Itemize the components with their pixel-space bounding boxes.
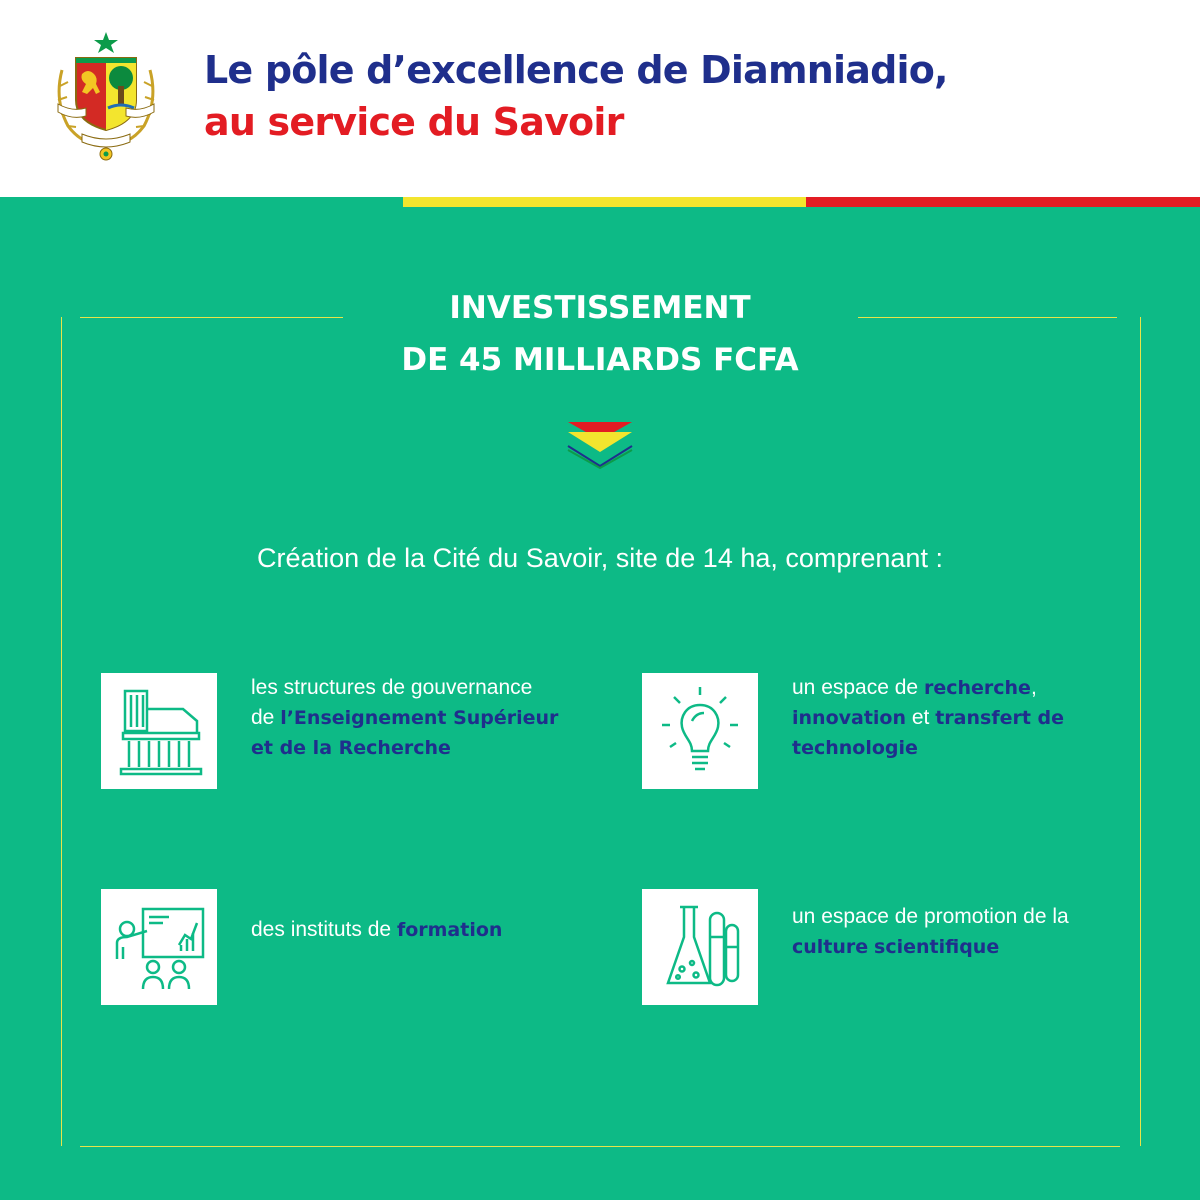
frame-left — [61, 317, 62, 1146]
feature-text — [251, 673, 561, 763]
feature-text-line — [368, 918, 503, 941]
feature-text — [792, 902, 1102, 962]
title-line-1: Le pôle d’excellence de Diamniadio, — [204, 48, 948, 92]
senegal-coat-of-arms-emblem — [52, 30, 160, 162]
feature-text-line — [912, 706, 1064, 729]
feature-text-connector: de — [367, 918, 397, 941]
feature-text — [792, 673, 1102, 763]
frame-right — [1140, 317, 1141, 1146]
feature-text-line: gouvernance de — [251, 676, 533, 729]
flag-stripe-green — [0, 197, 403, 207]
feature-text-highlight: l’Enseignement Supérieur — [280, 707, 559, 729]
feature-text-highlight: transfert de — [935, 707, 1065, 729]
lightbulb-icon — [650, 681, 750, 781]
lab-flask-icon — [650, 897, 750, 997]
header-bar — [0, 0, 1200, 197]
lab-flask-icon-box — [642, 889, 758, 1005]
flag-stripe-red — [806, 197, 1200, 207]
feature-text-connector: promotion de la — [923, 905, 1069, 928]
feature-text-highlight: innovation — [792, 707, 906, 729]
feature-text-separator: , — [1030, 676, 1037, 699]
page-title — [204, 44, 948, 148]
feature-text-line: des instituts — [251, 918, 362, 941]
building-icon — [109, 681, 209, 781]
investment-heading — [300, 282, 900, 386]
presentation-icon-box — [101, 889, 217, 1005]
feature-text-line: un espace de — [792, 905, 919, 928]
heading-line-2: DE 45 MILLIARDS FCFA — [401, 342, 799, 378]
building-icon-box — [101, 673, 217, 789]
feature-text-highlight: formation — [396, 919, 503, 941]
presentation-icon — [109, 897, 209, 997]
feature-text-highlight: culture — [792, 936, 869, 958]
feature-text — [251, 915, 502, 945]
feature-text-highlight: et de la Recherche — [251, 737, 451, 759]
intro-text: Création de la Cité du Savoir, site de 14 ha, comprenant : — [257, 543, 943, 573]
heading-line-1: INVESTISSEMENT — [449, 290, 751, 326]
feature-research — [642, 673, 1102, 791]
lightbulb-icon-box — [642, 673, 758, 789]
feature-text-line: un espace de — [792, 676, 919, 699]
flag-stripe-yellow — [403, 197, 806, 207]
feature-text-line: les structures de — [251, 676, 406, 699]
title-line-2: au service du Savoir — [204, 100, 624, 144]
chevron-down-icon — [566, 420, 634, 470]
frame-bottom — [80, 1146, 1120, 1147]
feature-text-highlight: technologie — [792, 737, 918, 759]
feature-text-highlight: scientifique — [874, 936, 1000, 958]
feature-training — [101, 889, 561, 1007]
feature-text-highlight: recherche — [923, 677, 1031, 699]
feature-text-connector: et — [911, 706, 936, 729]
feature-science-culture — [642, 889, 1102, 1007]
feature-governance — [101, 673, 561, 791]
